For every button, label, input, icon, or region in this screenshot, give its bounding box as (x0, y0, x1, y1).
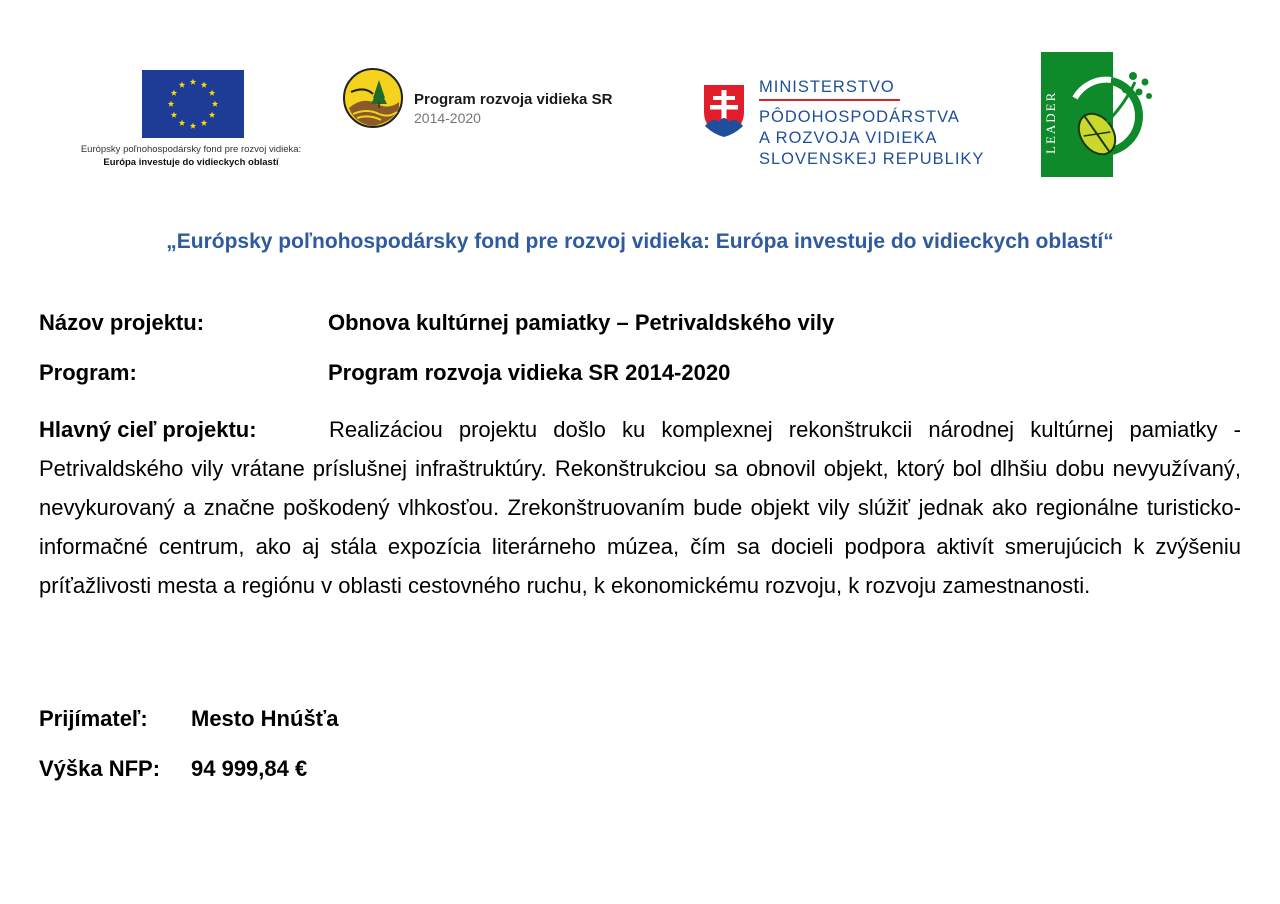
ministry-line-3: A ROZVOJA VIDIEKA (759, 129, 938, 147)
slovak-crest-icon (701, 82, 747, 138)
project-name-value: Obnova kultúrnej pamiatky – Petrivaldského vily (328, 310, 835, 335)
ministry-logo-block (701, 78, 1001, 170)
program-value: Program rozvoja vidieka SR 2014-2020 (328, 360, 731, 385)
logo-strip (0, 0, 1280, 200)
leader-text: LEADER (1043, 90, 1058, 154)
leader-logo (1041, 52, 1165, 177)
prv-emblem-icon (343, 68, 403, 128)
nfp-value: 94 999,84 € (191, 756, 308, 781)
prv-years: 2014-2020 (414, 110, 481, 126)
ministry-line-4: SLOVENSKEJ REPUBLIKY (759, 150, 985, 168)
prv-title: Program rozvoja vidieka SR (414, 91, 613, 108)
eu-logo-block (66, 70, 316, 168)
ministry-underline (759, 99, 900, 101)
program-label: Program: (39, 360, 137, 385)
ministry-line-1: MINISTERSTVO (759, 78, 895, 96)
project-name-label: Názov projektu: (39, 310, 205, 335)
ministry-line-2: PÔDOHOSPODÁRSTVA (759, 108, 960, 126)
goal-label: Hlavný cieľ projektu: (39, 417, 257, 442)
nfp-label: Výška NFP: (39, 756, 161, 781)
slogan: „Európsky poľnohospodársky fond pre rozvoj vidieka: Európa investuje do vidieckych oblastí“ (166, 230, 1114, 253)
eu-caption-line1: Európsky poľnohospodársky fond pre rozvoj vidieka: (80, 144, 302, 155)
eu-caption-line2: Európa investuje do vidieckych oblastí (103, 157, 279, 168)
recipient-value: Mesto Hnúšťa (191, 706, 339, 731)
eu-flag-icon (142, 70, 244, 138)
recipient-label: Prijímateľ: (39, 706, 148, 731)
prv-logo-block (343, 68, 653, 130)
goal-text: Realizáciou projektu došlo ku komplexnej rekonštrukcii národnej kultúrnej pamiatky - Petrivaldského vily vrátane príslušnej infraštruktúry. Rekonštrukciou sa obnovil objekt, ktorý bol dlhšiu dobu nevyužívaný, nevykurovaný a značne poškodený vlhkosťou. Zrekonštruovaním bude objekt vily slúžiť jednak ako regionálne turisticko-informačné centrum, ako aj stála expozícia literárneho múzea, čím sa docieli podpora aktivít smerujúcich k zvýšeniu príťažlivosti mesta a regiónu v oblasti cestovného ruchu, k ekonomickému rozvoju, k rozvoju zamestnanosti. (39, 417, 1241, 598)
project-goal (39, 410, 1241, 605)
